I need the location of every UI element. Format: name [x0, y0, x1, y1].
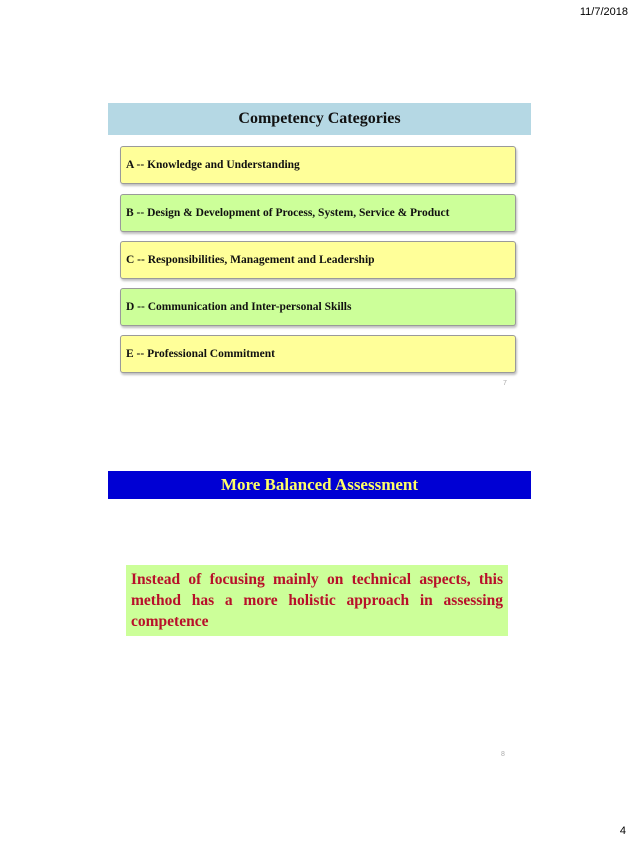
- slide-number: 8: [501, 751, 505, 758]
- slide-number: 7: [503, 380, 507, 387]
- print-date: 11/7/2018: [579, 6, 628, 18]
- category-a: A -- Knowledge and Understanding: [120, 146, 516, 184]
- category-d: D -- Communication and Inter-personal Skills: [120, 288, 516, 326]
- slide-title: More Balanced Assessment: [108, 471, 531, 499]
- page-number: 4: [619, 825, 626, 837]
- category-e: E -- Professional Commitment: [120, 335, 516, 373]
- slide-title: Competency Categories: [108, 103, 531, 135]
- body-text-box: Instead of focusing mainly on technical aspects, this method has a more holistic approach in assessing competence: [126, 565, 508, 636]
- category-c: C -- Responsibilities, Management and Leadership: [120, 241, 516, 279]
- category-b: B -- Design & Development of Process, System, Service & Product: [120, 194, 516, 232]
